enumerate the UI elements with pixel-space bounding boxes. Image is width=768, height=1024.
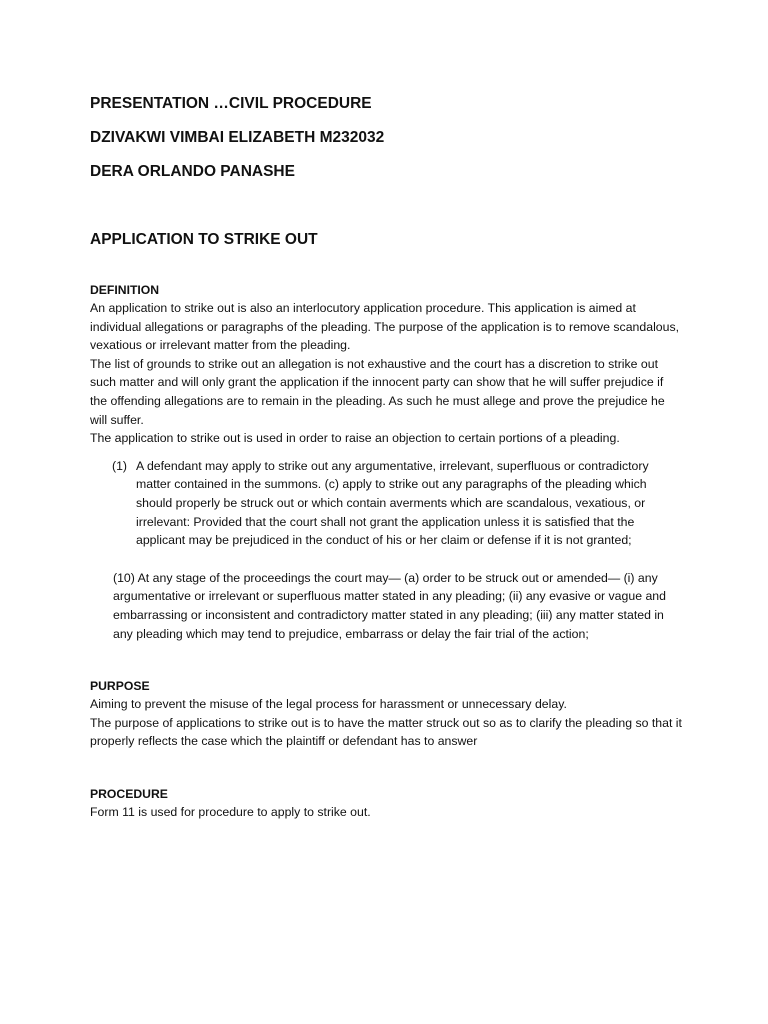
purpose-paragraph-1: Aiming to prevent the misuse of the legal process for harassment or unnecessary delay. [90,697,567,712]
presentation-title: PRESENTATION …CIVIL PROCEDURE [90,95,372,112]
document-title: APPLICATION TO STRIKE OUT [90,231,318,248]
rule-1-marker: (1) [112,458,128,473]
definition-heading: DEFINITION [90,283,160,297]
author-line-1: DZIVAKWI VIMBAI ELIZABETH M232032 [90,129,385,146]
procedure-paragraph-1: Form 11 is used for procedure to apply to strike out. [90,804,371,819]
definition-paragraph-2: The list of grounds to strike out an allegation is not exhaustive and the court has a discretion to strike out such matter and will only grant the application if the innocent party can show that he will suffer prejudice if the offending allegations are to remain in the pleading. As such he must allege and prove the prejudice he will suffer. [90,356,665,427]
definition-paragraph-1: An application to strike out is also an interlocutory application procedure. This application is aimed at individual allegations or paragraphs of the pleading. The purpose of the application is to remove scandalous, vexatious or irrelevant matter from the pleading. [90,301,680,353]
author-line-2: DERA ORLANDO PANASHE [90,163,295,180]
procedure-heading: PROCEDURE [90,786,168,801]
purpose-heading: PURPOSE [90,679,150,694]
definition-paragraph-3: The application to strike out is used in order to raise an objection to certain portions of a pleading. [90,431,620,446]
rule-1-item [90,457,682,550]
document-page [90,93,682,821]
purpose-paragraph-2: The purpose of applications to strike out is to have the matter struck out so as to clarify the pleading so that it properly reflects the case which the plaintiff or defendant has to answer [90,715,682,749]
rule-1-text: A defendant may apply to strike out any argumentative, irrelevant, superfluous or contradictory matter contained in the summons. (c) apply to strike out any paragraphs of the pleading which should properly be struck out or which contain averments which are scandalous, vexatious, or irrelevant: Provided that the court shall not grant the application unless it is satisfied that the applicant may be prejudiced in the conduct of his or her claim or defense if it is not granted; [136,458,649,548]
rule-10-block: (10) At any stage of the proceedings the court may— (a) order to be struck out or amended— (i) any argumentative or irrelevant or superfluous matter stated in any pleading; (ii) any evasive or vague and embarrassing or inconsistent and contradictory matter stated in any pleading; (iii) any matter stated in any pleading which may tend to prejudice, embarrass or delay the fair trial of the action; [113,570,666,641]
